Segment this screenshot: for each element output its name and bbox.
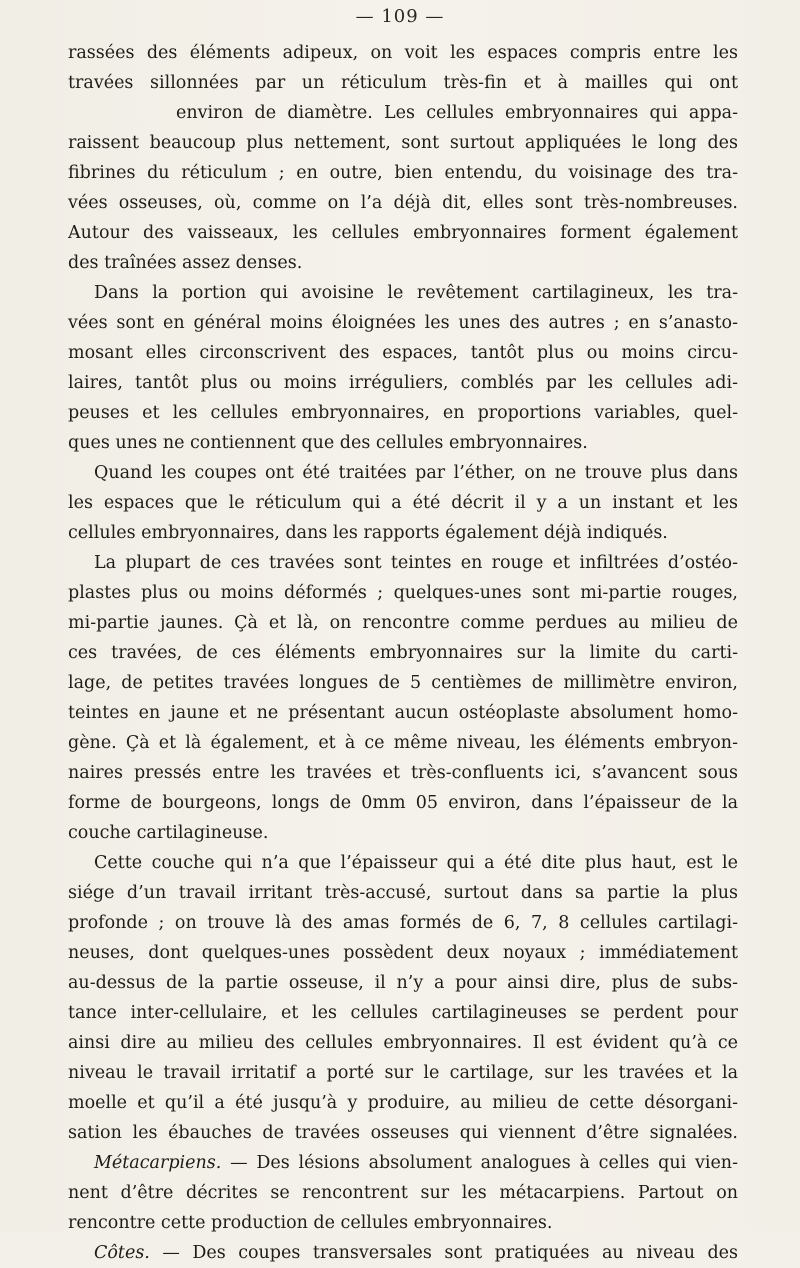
text-line xyxy=(68,488,738,518)
text-line xyxy=(68,578,738,608)
text-line xyxy=(68,968,738,998)
line-text: gène. Çà et là également, et à ce même niveau, les éléments embryon- xyxy=(68,733,738,753)
line-text: Dans la portion qui avoisine le revêtement cartilagineux, les tra- xyxy=(94,283,738,303)
line-text: couche cartilagineuse. xyxy=(68,823,269,843)
line-text: — Des coupes transversales sont pratiquées au niveau des xyxy=(149,1243,738,1263)
line-text: Quand les coupes ont été traitées par l’éther, on ne trouve plus dans xyxy=(94,463,738,483)
line-text: peuses et les cellules embryonnaires, en proportions variables, quel- xyxy=(68,403,738,423)
text-line xyxy=(68,458,738,488)
line-text: ces travées, de ces éléments embryonnaires sur la limite du carti- xyxy=(68,643,738,663)
line-text: mosant elles circonscrivent des espaces, tantôt plus ou moins circu- xyxy=(68,343,738,363)
line-text: naires pressés entre les travées et très-confluents ici, s’avancent sous xyxy=(68,763,738,783)
line-text: rassées des éléments adipeux, on voit les espaces compris entre les xyxy=(68,43,738,63)
line-text: fibrines du réticulum ; en outre, bien entendu, du voisinage des tra- xyxy=(68,163,738,183)
text-line xyxy=(68,998,738,1028)
text-line xyxy=(68,398,738,428)
line-text: niveau le travail irritatif a porté sur le cartilage, sur les travées et la xyxy=(68,1063,738,1083)
line-text: tance inter-cellulaire, et les cellules cartilagineuses se perdent pour xyxy=(68,1003,738,1023)
line-text: neuses, dont quelques-unes possèdent deux noyaux ; immédiatement xyxy=(68,943,738,963)
line-text: siége d’un travail irritant très-accusé, surtout dans sa partie la plus xyxy=(68,883,738,903)
line-text: La plupart de ces travées sont teintes en rouge et infiltrées d’ostéo- xyxy=(94,553,738,573)
text-line xyxy=(68,878,738,908)
text-line xyxy=(68,668,738,698)
text-line xyxy=(68,68,738,98)
text-line xyxy=(68,1148,738,1178)
line-text: les espaces que le réticulum qui a été décrit il y a un instant et les xyxy=(68,493,738,513)
line-text: vées sont en général moins éloignées les unes des autres ; en s’anasto- xyxy=(68,313,738,333)
text-line xyxy=(68,518,738,548)
text-line xyxy=(68,758,738,788)
text-line xyxy=(68,938,738,968)
text-line xyxy=(68,158,738,188)
line-text: des traînées assez denses. xyxy=(68,253,303,273)
line-text: moelle et qu’il a été jusqu’à y produire, au milieu de cette désorgani- xyxy=(68,1093,738,1113)
text-line xyxy=(68,698,738,728)
text-line xyxy=(68,98,738,128)
text-line xyxy=(68,128,738,158)
text-line xyxy=(68,548,738,578)
text-line xyxy=(68,368,738,398)
line-text: ainsi dire au milieu des cellules embryonnaires. Il est évident qu’à ce xyxy=(68,1033,738,1053)
section-heading: Métacarpiens. xyxy=(94,1153,222,1173)
text-line xyxy=(68,428,738,458)
text-line xyxy=(68,818,738,848)
text-line xyxy=(68,1088,738,1118)
page-number: — 109 — xyxy=(355,6,445,27)
line-text: nent d’être décrites se rencontrent sur les métacarpiens. Partout on xyxy=(68,1183,738,1203)
text-line xyxy=(68,848,738,878)
line-text: lage, de petites travées longues de 5 centièmes de millimètre environ, xyxy=(68,673,738,693)
text-line xyxy=(68,908,738,938)
text-line xyxy=(68,1208,738,1238)
text-line xyxy=(68,1178,738,1208)
line-text: travées sillonnées par un réticulum très-fin et à mailles qui ont xyxy=(68,73,738,93)
body-text xyxy=(68,38,738,1268)
section-heading: Côtes. xyxy=(94,1243,150,1263)
text-line xyxy=(68,338,738,368)
line-text: cellules embryonnaires, dans les rapports également déjà indiqués. xyxy=(68,523,668,543)
line-text: — Des lésions absolument analogues à celles qui vien- xyxy=(221,1153,738,1173)
line-text: environ de diamètre. Les cellules embryonnaires qui appa- xyxy=(176,103,738,123)
text-line xyxy=(68,308,738,338)
line-text: Cette couche qui n’a que l’épaisseur qui a été dite plus haut, est le xyxy=(94,853,738,873)
line-text: teintes en jaune et ne présentant aucun ostéoplaste absolument homo- xyxy=(68,703,738,723)
text-line xyxy=(68,278,738,308)
text-line xyxy=(68,1118,738,1148)
text-line xyxy=(68,218,738,248)
line-text: Autour des vaisseaux, les cellules embryonnaires forment également xyxy=(68,223,738,243)
text-line xyxy=(68,608,738,638)
text-line xyxy=(68,728,738,758)
line-text: vées osseuses, où, comme on l’a déjà dit, elles sont très-nombreuses. xyxy=(68,193,738,213)
line-text: laires, tantôt plus ou moins irréguliers, comblés par les cellules adi- xyxy=(68,373,738,393)
line-text: sation les ébauches de travées osseuses qui viennent d’être signalées. xyxy=(68,1123,738,1143)
text-line xyxy=(68,1238,738,1268)
line-text: ques unes ne contiennent que des cellules embryonnaires. xyxy=(68,433,588,453)
text-line xyxy=(68,248,738,278)
text-line xyxy=(68,38,738,68)
text-line xyxy=(68,1058,738,1088)
line-text: forme de bourgeons, longs de 0mm 05 environ, dans l’épaisseur de la xyxy=(68,793,738,813)
line-text: raissent beaucoup plus nettement, sont surtout appliquées le long des xyxy=(68,133,738,153)
line-text: profonde ; on trouve là des amas formés de 6, 7, 8 cellules cartilagi- xyxy=(68,913,738,933)
text-line xyxy=(68,1028,738,1058)
text-line xyxy=(68,188,738,218)
text-line xyxy=(68,788,738,818)
line-text: plastes plus ou moins déformés ; quelques-unes sont mi-partie rouges, xyxy=(68,583,738,603)
line-text: mi-partie jaunes. Çà et là, on rencontre comme perdues au milieu de xyxy=(68,613,738,633)
line-text: au-dessus de la partie osseuse, il n’y a pour ainsi dire, plus de subs- xyxy=(68,973,738,993)
text-line xyxy=(68,638,738,668)
line-text: rencontre cette production de cellules embryonnaires. xyxy=(68,1213,553,1233)
